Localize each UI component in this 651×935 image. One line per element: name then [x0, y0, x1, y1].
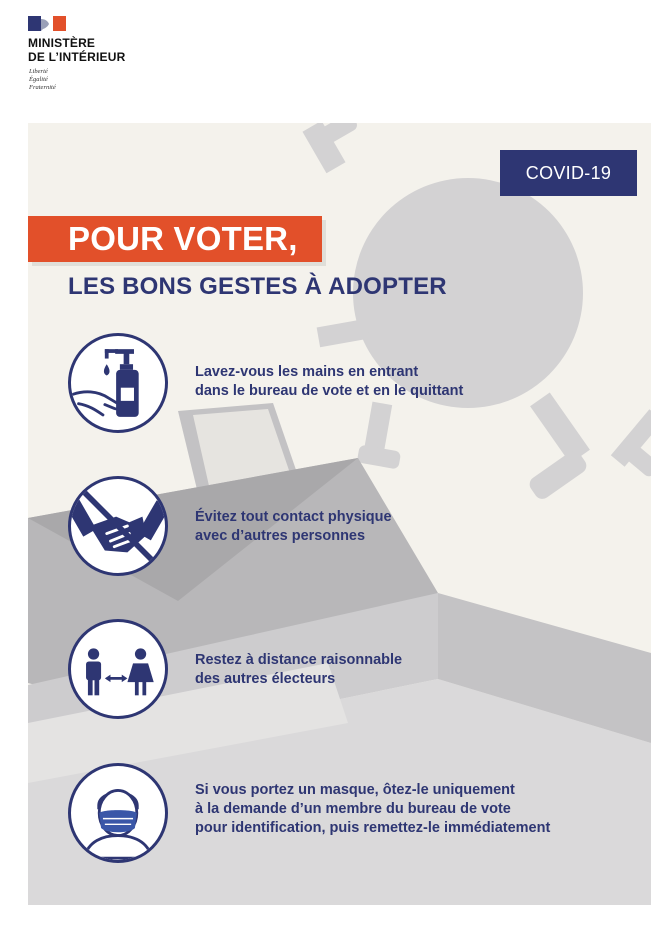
rule-text-distance	[195, 651, 402, 689]
no-handshake-icon	[68, 476, 168, 576]
rule-item-no-contact	[68, 476, 638, 576]
rule-1-line-1: Lavez-vous les mains en entrant	[195, 364, 419, 380]
rule-2-line-2: avec d’autres personnes	[195, 528, 366, 544]
rule-item-hand-wash	[68, 333, 638, 433]
motto-line-2: Égalité	[29, 76, 48, 83]
rule-item-distance	[68, 619, 638, 719]
covid-19-tag: COVID-19	[500, 150, 637, 196]
mask-icon	[68, 763, 168, 863]
rule-text-no-contact	[195, 508, 392, 546]
rule-2-line-1: Évitez tout contact physique	[195, 509, 392, 525]
ministry-name	[28, 36, 125, 64]
republic-motto	[29, 68, 56, 92]
rule-text-hand-wash	[195, 363, 463, 401]
rule-text-mask	[195, 781, 550, 838]
ministry-line-1: MINISTÈRE	[28, 36, 96, 50]
hand-wash-icon	[68, 333, 168, 433]
ministry-line-2: DE L’INTÉRIEUR	[28, 50, 126, 64]
motto-line-1: Liberté	[29, 68, 48, 75]
rule-4-line-3: pour identification, puis remettez-le immédiatement	[195, 820, 551, 836]
rule-3-line-2: des autres électeurs	[195, 671, 336, 687]
rule-1-line-2: dans le bureau de vote et en le quittant	[195, 383, 464, 399]
ministry-logo	[28, 16, 228, 106]
marianne-flag-icon	[28, 16, 66, 31]
rule-4-line-1: Si vous portez un masque, ôtez-le uniquement	[195, 782, 515, 798]
rule-3-line-1: Restez à distance raisonnable	[195, 652, 403, 668]
motto-line-3: Fraternité	[29, 84, 56, 91]
content-panel	[28, 123, 651, 905]
rule-item-mask	[68, 763, 638, 863]
distance-icon	[68, 619, 168, 719]
page-title: POUR VOTER,	[68, 220, 298, 257]
page-subtitle: LES BONS GESTES À ADOPTER	[68, 273, 447, 300]
rule-4-line-2: à la demande d’un membre du bureau de vote	[195, 801, 511, 817]
